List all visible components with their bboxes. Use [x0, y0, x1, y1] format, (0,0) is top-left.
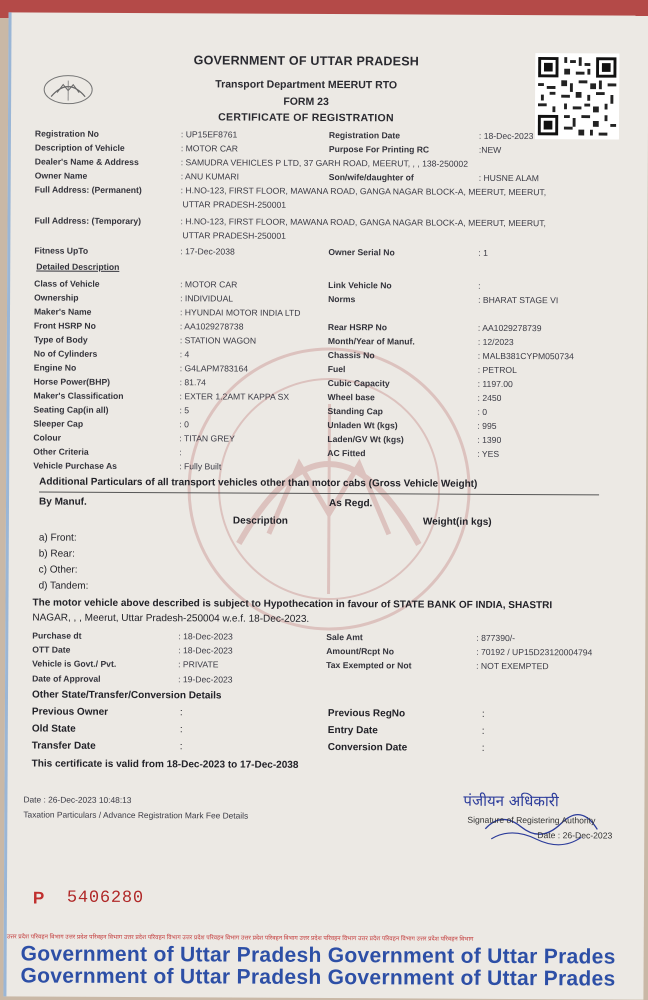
serial-number: 5406280: [66, 888, 145, 909]
dealer-value: : SAMUDRA VEHICLES P LTD, 37 GARH ROAD, MEERUT, , , 138-250002: [180, 157, 469, 169]
ownership-label: Ownership: [34, 292, 79, 303]
additional-heading: Additional Particulars of all transport vehicles other than motor cabs (Gross Vehicle Weight): [39, 476, 478, 490]
purpose-label: Purpose For Printing RC: [328, 144, 430, 155]
transfer-date-label: Transfer Date: [31, 740, 96, 752]
unladen-value: : 995: [477, 420, 497, 431]
previous-owner-label: Previous Owner: [31, 706, 109, 718]
other-axle: c) Other:: [38, 564, 78, 576]
validity-text: This certificate is valid from 18-Dec-2023 to 17-Dec-2038: [31, 758, 299, 771]
ac-label: AC Fitted: [327, 448, 366, 459]
seating-label: Seating Cap(in all): [33, 404, 109, 415]
cc-value: : 1197.00: [477, 378, 513, 389]
weight-header: Weight(in kgs): [422, 516, 492, 528]
reg-date-value: : 18-Dec-2023: [478, 130, 534, 142]
as-regd-label: As Regd.: [328, 498, 373, 510]
sleeper-label: Sleeper Cap: [33, 418, 84, 429]
microtext-line: उत्तर प्रदेश परिवहन विभाग उत्तर प्रदेश परिवहन विभाग उत्तर प्रदेश परिवहन विभाग उत्तर प्रदेश परिवहन विभाग उत्तर प्रदेश परिवहन विभाग उत्तर प्रदेश परिवहन विभाग उत्तर प्रदेश परिवहन विभाग उत्तर प्रदेश परिवहन विभाग: [6, 934, 474, 943]
relation-value: : HUSNE ALAM: [478, 172, 539, 184]
reg-no-label: Registration No: [34, 128, 99, 139]
wheelbase-value: : 2450: [477, 392, 502, 403]
hypothecation-line1: The motor vehicle above described is subject to Hypothecation in favour of STATE BANK OF INDIA, SHASTRI: [32, 597, 553, 612]
sale-amount-value: : 877390/-: [476, 632, 516, 643]
signature-authority: Signature of Registering Authority: [467, 814, 596, 826]
owner-serial-value: : 1: [478, 247, 488, 258]
temp-address-line1: : H.NO-123, FIRST FLOOR, MAWANA ROAD, GANGA NAGAR BLOCK-A, MEERUT, MEERUT,: [180, 216, 546, 229]
previous-regno-label: Previous RegNo: [327, 708, 406, 720]
class-value: : MOTOR CAR: [180, 279, 238, 290]
wheelbase-label: Wheel base: [327, 392, 375, 403]
purpose-value: :NEW: [478, 144, 502, 155]
fitness-label: Fitness UpTo: [34, 245, 89, 256]
security-line-1: Government of Uttar Pradesh Government of Uttar Prades: [20, 942, 616, 969]
engine-value: : G4LAPM783164: [179, 363, 249, 374]
temp-address-label: Full Address: (Temporary): [34, 215, 142, 227]
laden-value: : 1390: [477, 434, 502, 445]
engine-label: Engine No: [33, 362, 77, 373]
perm-address-line1: : H.NO-123, FIRST FLOOR, MAWANA ROAD, GANGA NAGAR BLOCK-A, MEERUT, MEERUT,: [180, 185, 547, 198]
security-line-2: Government of Uttar Pradesh Government of Uttar Prades: [20, 964, 616, 991]
hypothecation-line2: NAGAR, , , Meerut, Uttar Pradesh-250004 w.e.f. 18-Dec-2023.: [32, 612, 310, 625]
laden-label: Laden/GV Wt (kgs): [327, 434, 404, 445]
hp-value: : 81.74: [179, 377, 206, 388]
purchase-as-value: : Fully Built: [179, 461, 222, 472]
link-label: Link Vehicle No: [328, 280, 392, 291]
colour-label: Colour: [33, 432, 62, 443]
other-criteria-value: :: [179, 447, 182, 458]
rear-axle: b) Rear:: [38, 548, 75, 560]
perm-address-line2: UTTAR PRADESH-250001: [182, 199, 287, 210]
link-value: :: [478, 280, 481, 291]
body-label: Type of Body: [33, 334, 88, 345]
ott-date-label: OTT Date: [32, 644, 71, 655]
fuel-label: Fuel: [327, 364, 346, 375]
unladen-label: Unladen Wt (kgs): [327, 420, 398, 431]
print-date: Date : 26-Dec-2023 10:48:13: [23, 794, 132, 805]
transfer-date-value: :: [179, 741, 183, 753]
desc-label: Description of Vehicle: [34, 142, 125, 153]
tax-exempt-label: Tax Exempted or Not: [326, 660, 412, 671]
hp-label: Horse Power(BHP): [33, 376, 111, 387]
page-title: GOVERNMENT OF UTTAR PRADESH: [193, 53, 420, 69]
approval-date-value: : 19-Dec-2023: [178, 674, 233, 685]
norms-label: Norms: [328, 294, 356, 305]
class-label: Class of Vehicle: [34, 278, 100, 289]
other-criteria-label: Other Criteria: [33, 446, 89, 457]
tandem-axle: d) Tandem:: [38, 580, 89, 592]
maker-value: : HYUNDAI MOTOR INDIA LTD: [179, 307, 301, 318]
body-value: : STATION WAGON: [179, 335, 257, 346]
govt-pvt-value: : PRIVATE: [178, 659, 219, 670]
transfer-heading: Other State/Transfer/Conversion Details: [31, 689, 222, 702]
receipt-value: : 70192 / UP15D23120004794: [476, 646, 593, 658]
conversion-date-value: :: [481, 742, 485, 754]
purchase-date-label: Purchase dt: [32, 630, 82, 641]
front-axle: a) Front:: [38, 532, 77, 544]
temp-address-line2: UTTAR PRADESH-250001: [182, 230, 286, 241]
standing-label: Standing Cap: [327, 406, 383, 417]
serial-prefix: P: [32, 888, 45, 908]
maker-class-label: Maker's Classification: [33, 390, 124, 401]
govt-pvt-label: Vehicle is Govt./ Pvt.: [32, 658, 117, 669]
ac-value: : YES: [477, 448, 500, 459]
entry-date-label: Entry Date: [327, 725, 378, 737]
sleeper-value: : 0: [179, 419, 190, 430]
maker-label: Maker's Name: [33, 306, 92, 317]
previous-regno-value: :: [481, 708, 485, 720]
department: Transport Department MEERUT RTO: [215, 78, 398, 92]
reg-date-label: Registration Date: [328, 130, 401, 141]
description-header: Description: [232, 515, 288, 527]
taxation-particulars: Taxation Particulars / Advance Registration Mark Fee Details: [23, 809, 249, 821]
dealer-label: Dealer's Name & Address: [34, 156, 139, 168]
manuf-label: Month/Year of Manuf.: [327, 336, 415, 347]
purchase-as-label: Vehicle Purchase As: [33, 460, 117, 471]
cylinders-value: : 4: [179, 349, 190, 360]
signature-date: Date : 26-Dec-2023: [537, 830, 613, 841]
chassis-value: : MALB381CYPM050734: [477, 350, 574, 362]
desc-value: : MOTOR CAR: [180, 143, 239, 154]
entry-date-value: :: [481, 725, 485, 737]
perm-address-label: Full Address: (Permanent): [34, 184, 142, 196]
signature-hindi: पंजीयन अधिकारी: [463, 791, 559, 811]
chassis-label: Chassis No: [327, 350, 375, 361]
rear-hsrp-label: Rear HSRP No: [327, 322, 388, 333]
owner-label: Owner Name: [34, 170, 88, 181]
fitness-value: : 17-Dec-2038: [180, 246, 235, 257]
sale-amount-label: Sale Amt: [326, 632, 363, 643]
conversion-date-label: Conversion Date: [327, 742, 408, 754]
front-hsrp-value: : AA1029278738: [179, 321, 244, 332]
old-state-label: Old State: [31, 723, 76, 735]
tax-exempt-value: : NOT EXEMPTED: [476, 660, 549, 672]
by-manuf-label: By Manuf.: [38, 496, 87, 508]
cylinders-label: No of Cylinders: [33, 348, 98, 359]
reg-no-value: : UP15EF8761: [180, 129, 238, 140]
maker-class-value: : EXTER 1.2AMT KAPPA SX: [179, 391, 290, 402]
owner-value: : ANU KUMARI: [180, 171, 240, 182]
ownership-value: : INDIVIDUAL: [180, 293, 234, 304]
relation-label: Son/wife/daughter of: [328, 172, 414, 183]
rear-hsrp-value: : AA1029278739: [477, 322, 542, 334]
manuf-value: : 12/2023: [477, 336, 514, 347]
standing-value: : 0: [477, 406, 488, 417]
approval-date-label: Date of Approval: [32, 673, 101, 684]
colour-value: : TITAN GREY: [179, 433, 235, 444]
owner-serial-label: Owner Serial No: [328, 247, 395, 258]
ott-date-value: : 18-Dec-2023: [178, 645, 233, 656]
form-number: FORM 23: [283, 95, 329, 109]
purchase-date-value: : 18-Dec-2023: [178, 631, 233, 642]
detailed-description-heading: Detailed Description: [36, 261, 120, 272]
previous-owner-value: :: [179, 707, 183, 719]
fuel-value: : PETROL: [477, 364, 517, 375]
cc-label: Cubic Capacity: [327, 378, 390, 389]
receipt-label: Amount/Rcpt No: [326, 646, 395, 657]
old-state-value: :: [179, 724, 183, 736]
certificate-title: CERTIFICATE OF REGISTRATION: [218, 111, 394, 125]
norms-value: : BHARAT STAGE VI: [478, 294, 559, 306]
registration-certificate: [3, 12, 648, 999]
front-hsrp-label: Front HSRP No: [33, 320, 96, 331]
seating-value: : 5: [179, 405, 190, 416]
